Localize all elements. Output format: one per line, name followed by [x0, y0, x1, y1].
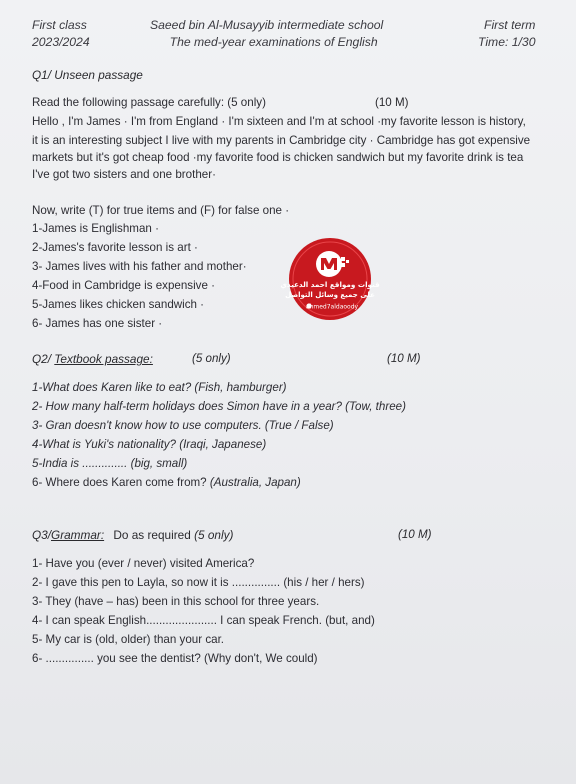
q1-item: 6- James has one sister ·: [32, 317, 163, 330]
time-label: Time: 1/30: [478, 35, 536, 49]
watermark-line1: قنوات ومواقع احمد الدعيدي: [280, 280, 380, 289]
q3-item: 3- They (have – has) been in this school for three years.: [32, 595, 320, 608]
q3-marks: (10 M): [398, 528, 432, 541]
q2-item: 4-What is Yuki's nationality? (Iraqi, Japanese): [32, 438, 267, 451]
q2-marks: (10 M): [387, 352, 421, 365]
year-label: 2023/2024: [32, 35, 90, 49]
q3-instruction: Do as required: [113, 528, 191, 542]
school-name: Saeed bin Al-Musayyib intermediate school: [150, 18, 384, 32]
q3-note: (5 only): [194, 528, 234, 542]
q1-item: 4-Food in Cambridge is expensive ·: [32, 279, 216, 292]
q2-item: [32, 476, 301, 489]
q3-item: 6- ............... you see the dentist? (Why don't, We could): [32, 652, 318, 665]
passage-line: Hello , I'm James · I'm from England · I'm sixteen and I'm at school ·my favorite lesson is history,: [32, 115, 526, 128]
q1-title: Q1/ Unseen passage: [32, 68, 143, 82]
q2-item: 5-India is .............. (big, small): [32, 457, 188, 470]
q1-item: 5-James likes chicken sandwich ·: [32, 298, 205, 311]
class-label: First class: [32, 18, 87, 32]
q3-heading: Grammar:: [51, 528, 105, 542]
q2-item: 3- Gran doesn't know how to use computers. (True / False): [32, 419, 334, 432]
passage-line: it is an interesting subject I live with my parents in Cambridge city · Cambridge has got expensive: [32, 134, 531, 147]
q1-item: 2-James's favorite lesson is art ·: [32, 241, 198, 254]
q1-task: Now, write (T) for true items and (F) for false one ·: [32, 204, 290, 217]
q2-note: (5 only): [192, 352, 231, 365]
q3-item: 4- I can speak English...................... I can speak French. (but, and): [32, 614, 375, 627]
watermark-line2: على جميع وسائل التواصل: [285, 291, 375, 299]
q1-marks: (10 M): [375, 96, 409, 109]
q1-item: 1-James is Englishman ·: [32, 222, 159, 235]
watermark-logo: [280, 237, 380, 321]
q1-instruction: Read the following passage carefully: (5 only): [32, 96, 266, 109]
q2-item: 2- How many half-term holidays does Simon have in a year? (Tow, three): [32, 400, 406, 413]
q2-item: 1-What does Karen like to eat? (Fish, hamburger): [32, 381, 287, 394]
q3-prefix: Q3/: [32, 528, 52, 542]
q2-item6-question: 6- Where does Karen come from?: [32, 476, 207, 489]
q2-title: [32, 352, 153, 366]
channel-logo-icon: [280, 237, 380, 321]
header-left: [32, 17, 90, 51]
passage-line: I've got two sisters and one brother·: [32, 168, 216, 181]
q3-item: 5- My car is (old, older) than your car.: [32, 633, 225, 646]
q3-item: 1- Have you (ever / never) visited America?: [32, 557, 255, 570]
passage-line: markets but it's got cheap food ·my favorite food is chicken sandwich but my favorite drink is tea: [32, 151, 524, 164]
q2-prefix: Q2/: [32, 352, 52, 366]
exam-title: The med-year examinations of English: [169, 35, 378, 49]
header-center: [150, 17, 383, 51]
q2-heading: Textbook passage:: [54, 352, 153, 366]
header-right: [478, 17, 535, 51]
q3-title: [32, 528, 233, 542]
watermark-handle: ahmed7aldaoody: [305, 303, 359, 311]
q2-item6-options: (Australia, Japan): [209, 476, 301, 489]
q3-item: 2- I gave this pen to Layla, so now it is ............... (his / her / hers): [32, 576, 365, 589]
term-label: First term: [484, 18, 536, 32]
q1-item: 3- James lives with his father and mother·: [32, 260, 247, 273]
